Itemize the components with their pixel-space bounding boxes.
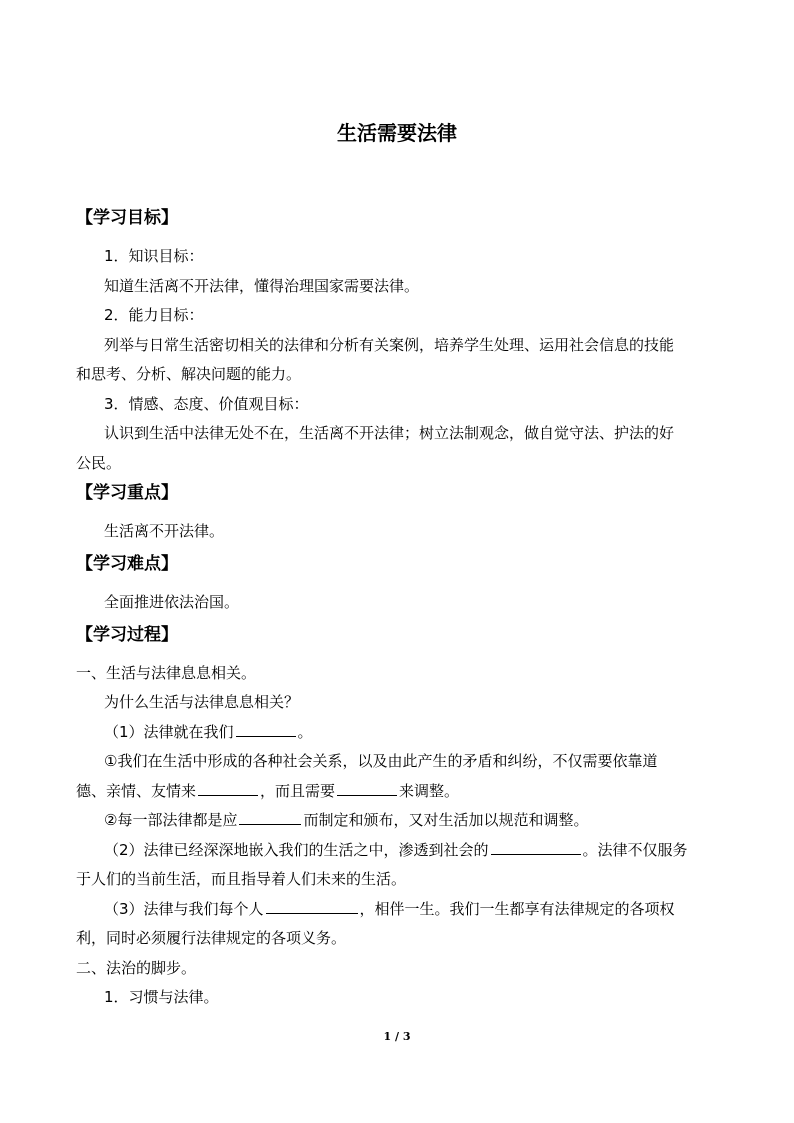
- point-3-line-1: [104, 899, 675, 919]
- objective-ability-label: 2．能力目标：: [104, 306, 204, 324]
- objective-ability-text-2: 和思考、分析、解决问题的能力。: [76, 365, 302, 383]
- point-2-line-2: 于人们的当前生活，而且指导着人们未来的生活。: [76, 870, 407, 888]
- heading-difficulties: 【学习难点】: [76, 554, 178, 574]
- page-number: 1 / 3: [383, 1030, 411, 1043]
- point-2-line-1: [104, 840, 688, 860]
- objective-emotion-text-2: 公民。: [76, 454, 122, 472]
- clause-1-text-c: 来调整。: [399, 782, 460, 800]
- objective-emotion-text-1: 认识到生活中法律无处不在，生活离不开法律；树立法制观念，做自觉守法、护法的好: [104, 424, 675, 442]
- fill-blank[interactable]: [491, 840, 581, 855]
- objective-ability-text-1: 列举与日常生活密切相关的法律和分析有关案例，培养学生处理、运用社会信息的技能: [104, 336, 675, 354]
- section-1-heading: 一、生活与法律息息相关。: [76, 664, 257, 682]
- heading-objectives: 【学习目标】: [76, 208, 178, 228]
- clause-2-line: [104, 810, 588, 830]
- clause-1-line-2: [76, 781, 459, 801]
- clause-2-text-b: 而制定和颁布，又对生活加以规范和调整。: [303, 811, 589, 829]
- key-point-text: 生活离不开法律。: [104, 522, 225, 540]
- point-2-text-b: 。法律不仅服务: [582, 841, 688, 859]
- point-2-text-a: （2）法律已经深深地嵌入我们的生活之中，渗透到社会的: [104, 841, 489, 859]
- heading-key-points: 【学习重点】: [76, 483, 178, 503]
- fill-blank[interactable]: [266, 899, 358, 914]
- clause-1-text-a: 德、亲情、友情来: [76, 782, 197, 800]
- point-3-text-b: ，相伴一生。我们一生都享有法律规定的各项权: [359, 900, 675, 918]
- section-2-item-1: 1．习惯与法律。: [104, 988, 219, 1006]
- section-2-heading: 二、法治的脚步。: [76, 959, 197, 977]
- point-3-text-a: （3）法律与我们每个人: [104, 900, 264, 918]
- fill-blank[interactable]: [337, 781, 397, 796]
- point-1-text-b: 。: [297, 723, 313, 741]
- clause-1-line-1: ①我们在生活中形成的各种社会关系，以及由此产生的矛盾和纠纷，不仅需要依靠道: [104, 752, 658, 770]
- section-1-question: 为什么生活与法律息息相关？: [104, 693, 300, 711]
- objective-emotion-label: 3．情感、态度、价值观目标：: [104, 395, 309, 413]
- point-1-line: [104, 722, 313, 742]
- fill-blank[interactable]: [236, 722, 296, 737]
- heading-process: 【学习过程】: [76, 625, 178, 645]
- page-title: 生活需要法律: [337, 121, 457, 145]
- objective-knowledge-text: 知道生活离不开法律，懂得治理国家需要法律。: [104, 277, 420, 295]
- clause-2-text-a: ②每一部法律都是应: [104, 811, 238, 829]
- clause-1-text-b: ，而且需要: [260, 782, 336, 800]
- point-3-line-2: 利，同时必须履行法律规定的各项义务。: [76, 929, 347, 947]
- fill-blank[interactable]: [239, 810, 301, 825]
- point-1-text-a: （1）法律就在我们: [104, 723, 234, 741]
- fill-blank[interactable]: [198, 781, 258, 796]
- objective-knowledge-label: 1．知识目标：: [104, 247, 204, 265]
- difficulty-text: 全面推进依法治国。: [104, 593, 240, 611]
